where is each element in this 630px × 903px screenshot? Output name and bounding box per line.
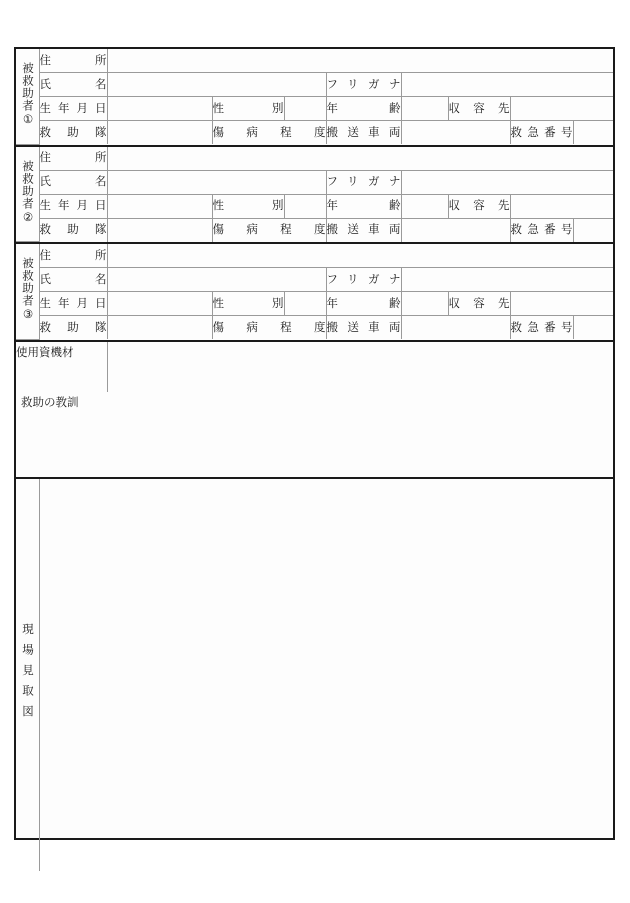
victim-2-sex-label: 性別 (212, 194, 284, 218)
victim-1-destination-label: 収容先 (448, 97, 510, 121)
victim-3-address-field[interactable] (107, 244, 613, 268)
victim-1-address-field[interactable] (107, 49, 613, 73)
victim-2-birthdate-field[interactable] (107, 194, 212, 218)
site-sketch-label-cell: 現場見取図 (20, 623, 35, 726)
lessons-label: 救助の教訓 (21, 394, 79, 409)
victim-3-transport-vehicle-field[interactable] (401, 316, 510, 340)
victim-3-destination-field[interactable] (510, 292, 613, 316)
victim-1-age-label: 年齢 (326, 97, 401, 121)
victim-2-section-label: 被救助者② (16, 147, 39, 242)
victim-3-birthdate-field[interactable] (107, 292, 212, 316)
victim-3-ambulance-number-field[interactable] (573, 316, 613, 340)
victim-3-sex-field[interactable] (284, 292, 326, 316)
victim-2-rescue-team-label: 救助隊 (39, 218, 107, 242)
victim-1-injury-degree-label: 傷病程度 (212, 121, 326, 145)
site-sketch-canvas[interactable] (40, 479, 613, 871)
victim-2-age-label: 年齢 (326, 194, 401, 218)
victim-3-name-field[interactable] (107, 268, 326, 292)
victim-3-address-label: 住所 (39, 244, 107, 268)
victim-2-name-label: 氏名 (39, 170, 107, 194)
victim-3-ambulance-number-label: 救急番号 (510, 316, 573, 340)
victim-2-destination-field[interactable] (510, 194, 613, 218)
victim-1-ambulance-number-label: 救急番号 (510, 121, 573, 145)
victim-1-sex-field[interactable] (284, 97, 326, 121)
victim-3-age-field[interactable] (401, 292, 448, 316)
victim-1-transport-vehicle-label: 搬送車両 (326, 121, 401, 145)
site-sketch-section (16, 479, 613, 871)
victim-1-transport-vehicle-field[interactable] (401, 121, 510, 145)
equipment-field[interactable] (107, 342, 613, 392)
victim-1-birthdate-label: 生年月日 (39, 97, 107, 121)
victim-2-ambulance-number-label: 救急番号 (510, 218, 573, 242)
lessons-row[interactable] (16, 390, 613, 479)
victim-2-furigana-label: フリガナ (326, 170, 401, 194)
victim-block-1 (16, 49, 613, 147)
victim-3-name-label: 氏名 (39, 268, 107, 292)
victim-2-transport-vehicle-label: 搬送車両 (326, 218, 401, 242)
victim-1-sex-label: 性別 (212, 97, 284, 121)
victim-1-rescue-team-label: 救助隊 (39, 121, 107, 145)
victim-3-birthdate-label: 生年月日 (39, 292, 107, 316)
victim-1-age-field[interactable] (401, 97, 448, 121)
victim-1-destination-field[interactable] (510, 97, 613, 121)
victim-1-rescue-team-field[interactable] (107, 121, 212, 145)
victim-3-section-label: 被救助者③ (16, 244, 39, 339)
victim-1-name-label: 氏名 (39, 73, 107, 97)
victim-3-injury-degree-label: 傷病程度 (212, 316, 326, 340)
victim-3-sex-label: 性別 (212, 292, 284, 316)
equipment-row (16, 342, 613, 390)
victim-1-section-label: 被救助者① (16, 49, 39, 144)
victim-3-furigana-field[interactable] (401, 268, 613, 292)
victim-3-transport-vehicle-label: 搬送車両 (326, 316, 401, 340)
victim-2-injury-degree-label: 傷病程度 (212, 218, 326, 242)
victim-3-rescue-team-label: 救助隊 (39, 316, 107, 340)
victim-2-ambulance-number-field[interactable] (573, 218, 613, 242)
victim-2-birthdate-label: 生年月日 (39, 194, 107, 218)
victim-2-name-field[interactable] (107, 170, 326, 194)
victim-2-age-field[interactable] (401, 194, 448, 218)
victim-1-ambulance-number-field[interactable] (573, 121, 613, 145)
victim-block-3 (16, 244, 613, 342)
victim-1-furigana-field[interactable] (401, 73, 613, 97)
victim-1-address-label: 住所 (39, 49, 107, 73)
victim-3-furigana-label: フリガナ (326, 268, 401, 292)
victim-3-rescue-team-field[interactable] (107, 316, 212, 340)
victim-2-rescue-team-field[interactable] (107, 218, 212, 242)
victim-1-name-field[interactable] (107, 73, 326, 97)
rescue-report-form (14, 47, 615, 840)
victim-2-address-label: 住所 (39, 147, 107, 171)
victim-2-transport-vehicle-field[interactable] (401, 218, 510, 242)
victim-3-age-label: 年齢 (326, 292, 401, 316)
victim-1-furigana-label: フリガナ (326, 73, 401, 97)
victim-1-birthdate-field[interactable] (107, 97, 212, 121)
victim-3-destination-label: 収容先 (448, 292, 510, 316)
victim-2-address-field[interactable] (107, 147, 613, 171)
victim-2-sex-field[interactable] (284, 194, 326, 218)
victim-block-2 (16, 147, 613, 245)
victim-2-furigana-field[interactable] (401, 170, 613, 194)
equipment-label: 使用資機材 (16, 342, 107, 392)
victim-2-destination-label: 収容先 (448, 194, 510, 218)
